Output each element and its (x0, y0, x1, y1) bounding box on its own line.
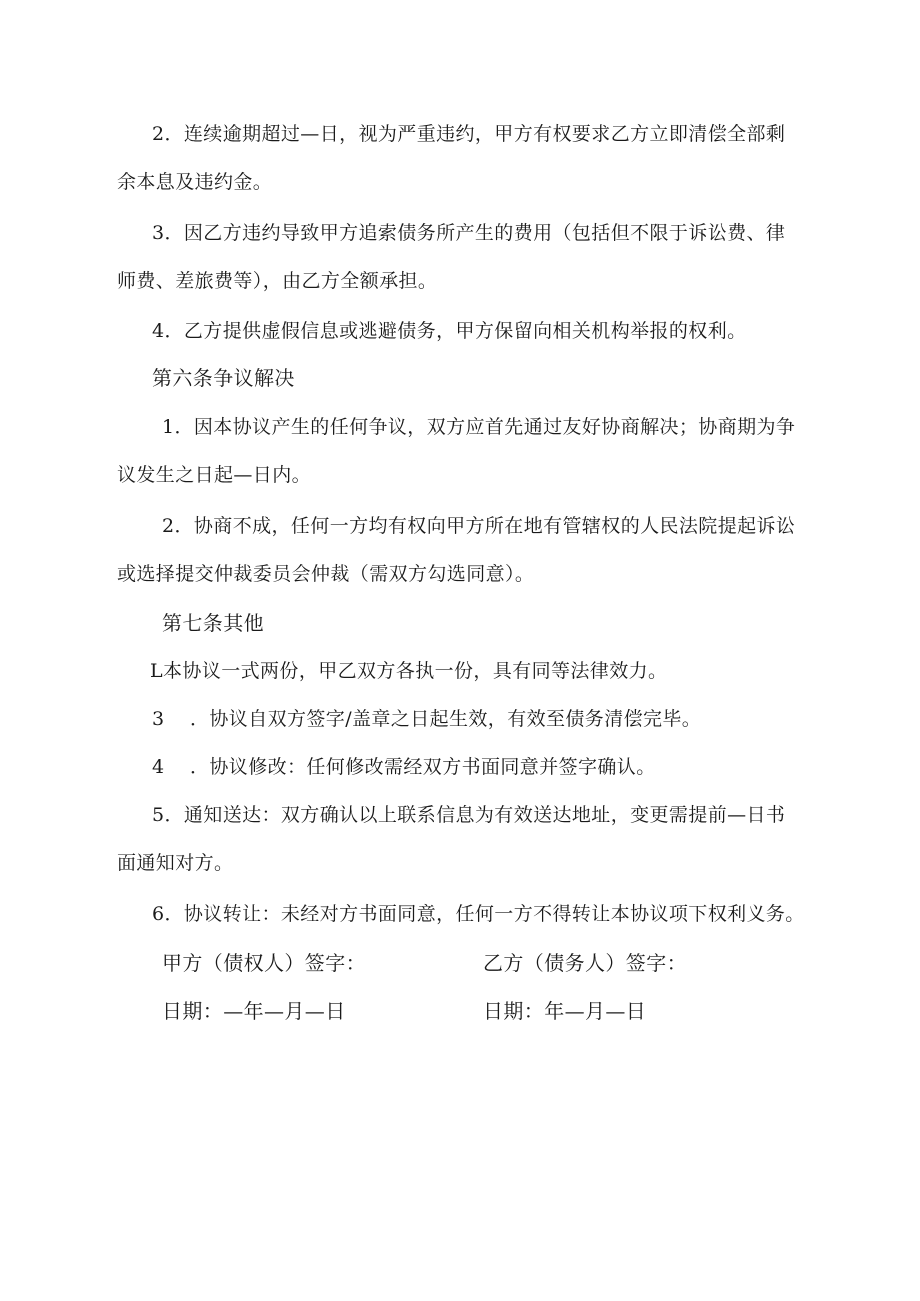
clause-7-3-text: ．协议自双方签字/盖章之日起生效，有效至债务清偿完毕。 (190, 708, 702, 730)
clause-7-3 (152, 707, 701, 731)
clause-5-2-line-1: 2．连续逾期超过—日，视为严重违约，甲方有权要求乙方立即清偿全部剩 (152, 123, 786, 145)
clause-7-1: L本协议一式两份，甲乙双方各执一份，具有同等法律效力。 (150, 660, 668, 682)
clause-6-2-line-2: 或选择提交仲裁委员会仲裁（需双方勾选同意）。 (117, 563, 535, 585)
clause-6-1-line-2: 议发生之日起—日内。 (117, 464, 312, 486)
clause-6-2-line-1: 2．协商不成，任何一方均有权向甲方所在地有管辖权的人民法院提起诉讼 (162, 515, 796, 537)
party-a-date: 日期：—年—月—日 (162, 999, 346, 1023)
clause-5-2-line-2: 余本息及违约金。 (117, 171, 273, 193)
clause-7-4-text: ．协议修改：任何修改需经双方书面同意并签字确认。 (190, 756, 656, 778)
clause-7-3-number: 3 (152, 708, 165, 730)
clause-7-5-line-2: 面通知对方。 (117, 852, 234, 874)
clause-5-3-line-2: 师费、差旅费等），由乙方全额承担。 (117, 270, 438, 292)
clause-5-3-line-1: 3．因乙方违约导致甲方追索债务所产生的费用（包括但不限于诉讼费、律 (152, 222, 786, 244)
clause-5-4: 4．乙方提供虚假信息或逃避债务，甲方保留向相关机构举报的权利。 (152, 320, 747, 342)
party-b-date: 日期：年—月—日 (483, 999, 647, 1023)
clause-7-5-line-1: 5．通知送达：双方确认以上联系信息为有效送达地址，变更需提前—日书 (152, 804, 786, 826)
clause-7-6: 6．协议转让：未经对方书面同意，任何一方不得转让本协议项下权利义务。 (152, 903, 805, 925)
party-a-signature-label: 甲方（债权人）签字： (162, 951, 366, 975)
clause-6-1-line-1: 1．因本协议产生的任何争议，双方应首先通过友好协商解决；协商期为争 (162, 416, 796, 438)
party-b-signature-label: 乙方（债务人）签字： (483, 951, 687, 975)
section-6-title: 第六条争议解决 (152, 366, 295, 390)
clause-7-4 (152, 755, 656, 779)
clause-7-4-number: 4 (152, 756, 165, 778)
section-7-title: 第七条其他 (162, 611, 264, 635)
